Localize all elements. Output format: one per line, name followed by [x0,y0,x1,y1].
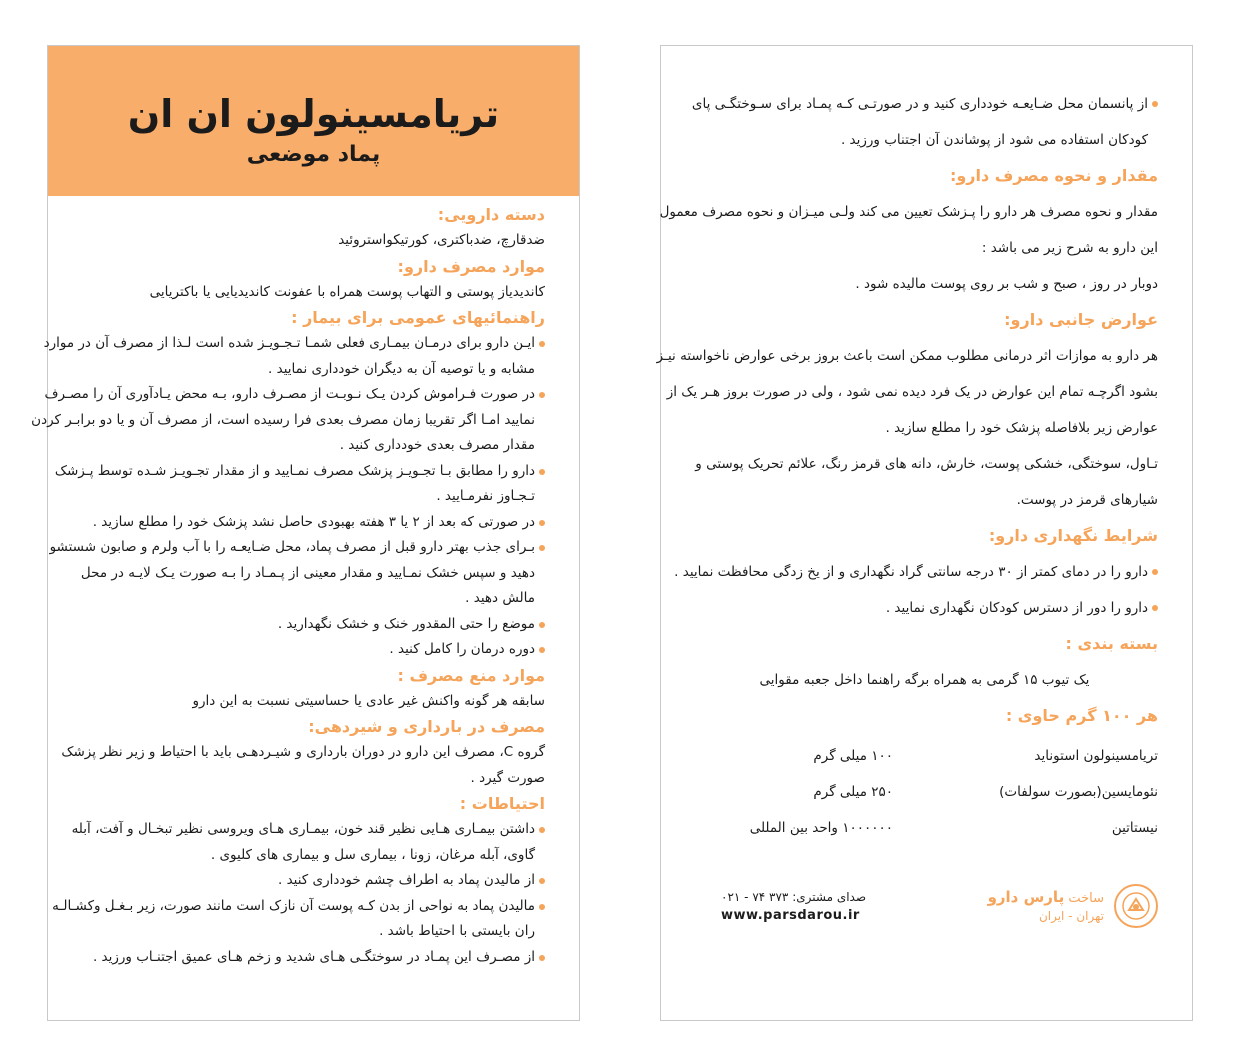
pregnancy-line: گروه C، مصرف این دارو در دوران بارداری و شیـردهـی باید با احتیاط و زیر نظر پزشک [61,744,545,760]
side-effects-line: عوارض زیر بلافاصله پزشک خود را مطلع سازید . [885,420,1158,436]
maker-brand: پارس دارو [987,888,1065,906]
leaflet-front-panel [31,45,580,1021]
ingredient-name: نئومايسين(بصورت سولفات) [999,784,1158,800]
dosage-line: دوبار در روز ، صبح و شب بر روی پوست مالیده شود . [855,276,1158,292]
side-effects-line: شیارهای قرمز در پوست. [1016,492,1158,508]
caution-line: از مصـرف این پمـاد در سوختگـی هـای شدید و زخم هـای عمیق اجتنـاب ورزید . [78,945,545,971]
guideline-line: دوره درمان را کامل کنید . [78,637,545,663]
leaflet-back-panel [656,45,1193,1021]
pars-darou-logo-icon [1114,884,1158,928]
guideline-line: مشابه و یا توصیه آن به دیگران خودداری نمایید . [268,360,535,377]
ingredient-amount: ۲۵۰ میلی گرم [813,784,893,800]
side-effects-line: بشود اگرچـه تمام این عوارض در یک فرد دیده نمی شود ، ولی در صورت بروز هـر یک از [666,384,1158,400]
guidelines-heading: راهنمائیهای عمومی برای بیمار : [291,308,545,327]
guideline-line: تـجـاوز نفرمـایید . [436,488,535,504]
website-link[interactable]: www.parsdarou.ir [721,908,860,923]
indications-heading: موارد مصرف دارو: [397,256,545,276]
leaflet-header [48,46,579,196]
pregnancy-heading: مصرف در بارداری و شیردهی: [308,717,545,736]
guideline-line: در صورتی که بعد از ۲ یا ۳ هفته بهبودی حاصل نشد پزشک خود را مطلع سازید . [78,510,545,536]
ingredient-name: نیستاتین [1111,820,1158,836]
front-content [31,196,579,970]
indications-text: کاندیدیاز پوستی و التهاب پوست همراه با عفونت کاندیدیایی یا باکتریایی [149,283,545,300]
cautions-heading: احتیاطات : [459,794,545,813]
packaging-heading: بسته بندی : [1065,634,1158,653]
dosage-line: این دارو به شرح زیر می باشد : [981,240,1158,256]
guideline-line: دهید و سپس خشک نمـایید و مقدار معینی از پـمـاد را بـه صورت یـک لایـه در محل [80,564,535,581]
dosage-line: مقدار و نحوه مصرف هر دارو را پـزشک تعیین می کند ولـی میـزان و نحوه مصرف معمول [659,204,1158,220]
side-effects-line: هر دارو به موازات اثر درمانی مطلوب ممکن است باعث بروز برخی عوارض ناخواسته نیـز [656,348,1158,364]
caution-line: از پانسمان محل ضـایعـه خودداری کنید و در صورتـی کـه پمـاد برای سـوختگـی پای [691,86,1158,122]
ingredient-amount: ۱۰۰ میلی گرم [813,748,893,764]
ingredient-row [691,738,1158,774]
manufacturer-city: تهران - ایران [1038,909,1104,923]
storage-heading: شرایط نگهداری دارو: [988,526,1158,545]
caution-line: از مالیدن پماد به اطراف چشم خودداری کنید . [78,868,545,894]
maker-prefix: ساخت [1068,891,1104,906]
guideline-line: ایـن دارو برای درمـان بیمـاری فعلی شمـا تـجـویـز شده است لـذا از مصرف آن در موارد [78,331,545,357]
ingredient-row [691,810,1158,846]
dosage-heading: مقدار و نحوه مصرف دارو: [949,166,1158,185]
caution-line: مالیدن پماد به نواحی از بدن کـه پوست آن نازک است مانند صورت، زیر بـغـل وکشـالـه [78,894,545,920]
side-effects-line: تـاول، سوختگی، خشکی پوست، خارش، دانه های قرمز رنگ، علائم تحریک پوستی و [695,456,1158,472]
caution-line: کودکان استفاده می شود از پوشاندن آن اجتناب ورزید . [840,132,1148,148]
guideline-line: در صورت فـراموش کردن یـک نـوبـت از مصـرف دارو، بـه محض یـادآوری آن را مصـرف [78,382,545,408]
side-effects-heading: عوارض جانبی دارو: [1004,310,1158,329]
ingredient-amount: ۱۰۰۰۰۰۰ واحد بین المللی [749,820,893,836]
guideline-line: بـرای جذب بهتر دارو قبل از مصرف پماد، محل ضـایعـه را با آب ولرم و صابون شستشو [78,535,545,561]
caution-line: داشتن بیمـاری هـایی نظیر قند خون، بیمـاری هـای ویروسی نظیر تبخـال و آفت، آبله [78,817,545,843]
customer-phone: صدای مشتری: ۳۷۳ ۷۴ - ۰۲۱ [721,890,867,904]
storage-line: دارو را در دمای کمتر از ۳۰ درجه سانتی گراد نگهداری و از یخ زدگی محافظت نمایید . [691,554,1158,590]
drug-class-text: ضدقارچ، ضدباکتری، کورتیکواستروئید [338,232,545,248]
ingredient-row [691,774,1158,810]
drug-title: تریامسینولون ان ان [127,92,500,136]
manufacturer-name [988,888,1104,908]
ingredients-table [691,738,1158,846]
guideline-line: دارو را مطابق بـا تجـویـز پزشک مصرف نمـایید و از مقدار تجـویـز شـده توسط پـزشک [78,459,545,485]
drug-subtitle: پماد موضعی [246,142,381,167]
composition-heading: هر ۱۰۰ گرم حاوی : [1005,706,1158,725]
contraindications-heading: موارد منع مصرف : [397,665,545,685]
caution-line: ران بایستی با احتیاط باشد . [379,923,535,939]
drug-class-heading: دسته دارویی: [437,205,545,224]
contraindications-text: سابقه هر گونه واکنش غیر عادی یا حساسیتی نسبت به این دارو [192,692,545,709]
guideline-line: نمایید امـا اگر تقریبا زمان مصرف بعدی فرا رسیده است، از مصرف آن و یا دو برابـر کردن [31,411,535,428]
guideline-line: مقدار مصرف بعدی خودداری کنید . [339,437,535,453]
back-content [656,46,1192,846]
ingredient-name: تریامسینولون استونايد [1034,748,1158,764]
pregnancy-line: صورت گیرد . [470,769,545,786]
packaging-text: یک تیوب ۱۵ گرمی به همراه برگه راهنما داخل جعبه مقوایی [759,672,1090,688]
storage-line: دارو را دور از دسترس کودکان نگهداری نمایید . [691,590,1158,626]
guideline-line: موضع را حتی المقدور خنک و خشک نگهدارید . [78,612,545,638]
guideline-line: مالش دهید . [465,590,535,606]
contact-block [721,888,866,926]
manufacturer-block [988,882,1158,932]
leaflet-footer [691,882,1158,932]
caution-line: گاوی، آبله مرغان، زونا ، بیماری سل و بیماری های کلیوی . [210,846,535,863]
